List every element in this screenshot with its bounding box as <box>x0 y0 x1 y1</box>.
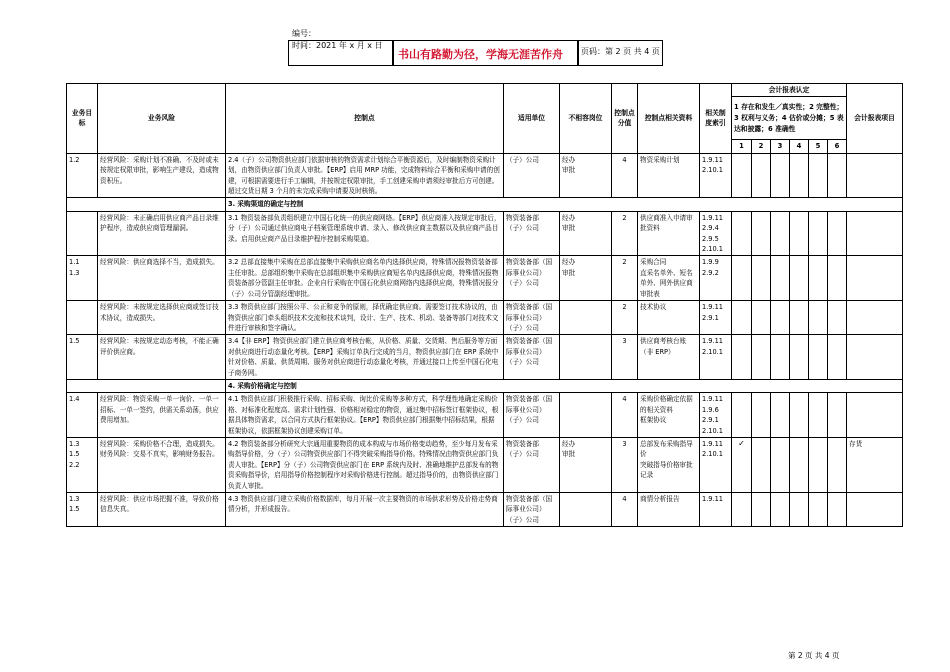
section-spacer <box>67 198 226 211</box>
col-control: 控制点 <box>226 84 504 154</box>
cell-assertion-4 <box>790 301 809 335</box>
cell-material: 供应商考核台账（非 ERP） <box>638 335 700 380</box>
cell-incompatible <box>560 493 612 527</box>
header-number: 编号： <box>292 29 316 38</box>
header-motto: 书山有路勤为径，学海无涯苦作舟 <box>398 48 563 61</box>
cell-incompatible <box>560 301 612 335</box>
cell-index: 1.9.11 2.10.1 <box>700 153 732 198</box>
table-row <box>67 493 903 527</box>
cell-assertion-3 <box>771 335 790 380</box>
col-assertion-2: 2 <box>752 140 771 153</box>
cell-item <box>847 211 903 256</box>
cell-assertion-4 <box>790 393 809 438</box>
col-score: 控制点分值 <box>612 84 638 154</box>
table-row <box>67 153 903 198</box>
cell-assertion-3 <box>771 211 790 256</box>
col-index: 相关制度索引 <box>700 84 732 154</box>
col-assertions: 1 存在和发生／真实性；2 完整性；3 权利与义务；4 估价或分摊；5 表达和披露；6 准确性 <box>732 97 847 140</box>
table-header-row <box>67 84 903 97</box>
section-title: 4. 采购价格确定与控制 <box>226 379 903 392</box>
cell-assertion-1 <box>732 256 752 301</box>
cell-material: 总部发布采购指导价 突破指导价格审批记录 <box>638 437 700 492</box>
cell-control: 3.4【非 ERP】物资供应部门建立供应商考核台帐，从价格、质量、交货期、售后服务等方面对供应商进行动态量化考核。【ERP】采购订单执行完成的当月，物资供应部门在 ERP 系统中针对价格、质量、供货周期、服务对供应商进行动态量化考核，并通过接口上传至中国石化电子商务网。 <box>226 335 504 380</box>
cell-goal <box>67 301 98 335</box>
cell-goal: 1.4 <box>67 393 98 438</box>
col-item: 会计报表项目 <box>847 84 903 154</box>
col-risk: 业务风险 <box>98 84 226 154</box>
cell-score: 4 <box>612 393 638 438</box>
cell-control: 4.3 物资供应部门建立采购价格数据库，每月开展一次主要物资的市场供求形势及价格走势商情分析，并形成报告。 <box>226 493 504 527</box>
col-incompatible: 不相容岗位 <box>560 84 612 154</box>
cell-assertion-2 <box>752 301 771 335</box>
cell-assertion-6 <box>828 256 847 301</box>
page-footer: 第 2 页 共 4 页 <box>788 651 840 660</box>
col-assertion-5: 5 <box>809 140 828 153</box>
cell-assertion-2 <box>752 493 771 527</box>
cell-risk: 经营风险：未按规定动态考核，不能正确评价供应商。 <box>98 335 226 380</box>
control-matrix-table <box>66 83 903 527</box>
cell-assertion-5 <box>809 437 828 492</box>
cell-assertion-6 <box>828 393 847 438</box>
cell-incompatible: 经办 审批 <box>560 437 612 492</box>
cell-assertion-5 <box>809 301 828 335</box>
cell-index: 1.9.11 2.10.1 <box>700 437 732 492</box>
cell-material: 供应商准入申请审批资料 <box>638 211 700 256</box>
cell-assertion-6 <box>828 153 847 198</box>
cell-unit: 物资装备部（国际事业公司） （子）公司 <box>504 256 560 301</box>
cell-risk: 经营风险：未按规定选择供应商或签订技术协议，造成损失。 <box>98 301 226 335</box>
cell-material: 技术协议 <box>638 301 700 335</box>
cell-assertion-5 <box>809 493 828 527</box>
cell-unit: 物资装备部 （子）公司 <box>504 437 560 492</box>
cell-assertion-5 <box>809 393 828 438</box>
cell-unit: （子）公司 <box>504 153 560 198</box>
col-accounting: 会计报表认定 <box>732 84 847 97</box>
cell-incompatible <box>560 393 612 438</box>
cell-control: 3.1 物资装备部负责组织建立中国石化统一的供应商网络。【ERP】供应商准入按规定审批后，分（子）公司通过供应商电子档案管理系统申请、录入、修改供应商主数据以及供应商产品目录。启用供应商产品目录维护程序控制采购渠道。 <box>226 211 504 256</box>
cell-index: 1.9.9 2.9.2 <box>700 256 732 301</box>
cell-assertion-3 <box>771 301 790 335</box>
cell-goal: 1.3 1.5 <box>67 493 98 527</box>
cell-assertion-3 <box>771 393 790 438</box>
cell-assertion-3 <box>771 153 790 198</box>
section-row <box>67 198 903 211</box>
section-row <box>67 379 903 392</box>
cell-assertion-2 <box>752 211 771 256</box>
cell-assertion-4 <box>790 493 809 527</box>
cell-assertion-3 <box>771 437 790 492</box>
cell-material: 采购价格确定依据的相关资料 框架协议 <box>638 393 700 438</box>
cell-item: 存货 <box>847 437 903 492</box>
cell-assertion-5 <box>809 153 828 198</box>
cell-control: 4.1 物资供应部门积极推行采购、招标采购、询比价采购等多种方式，科学理性地确定采购价格、对标准化程度高、需求计划性强、价格相对稳定的物资，通过集中招标签订框架协议，根据具体物资需求，以合同方式执行框架协议。【ERP】物资供应部门根据集中招标结果，根据框架协议，依据框架协议创建采购订单。 <box>226 393 504 438</box>
cell-assertion-5 <box>809 256 828 301</box>
section-title: 3. 采购渠道的确定与控制 <box>226 198 903 211</box>
cell-unit: 物资装备部（国际事业公司） （子）公司 <box>504 301 560 335</box>
table-row <box>67 437 903 492</box>
cell-assertion-6 <box>828 335 847 380</box>
cell-assertion-6 <box>828 493 847 527</box>
col-unit: 适用单位 <box>504 84 560 154</box>
cell-incompatible: 经办 审批 <box>560 211 612 256</box>
cell-control: 3.3 物资供应部门按照公平、公正和竞争的原则，择优确定供应商。需要签订技术协议的，由物资供应部门牵头组织技术交流和技术谈判，设计、生产、技术、机动、装备等部门对技术文件进行审核和签字确认。 <box>226 301 504 335</box>
col-assertion-1: 1 <box>732 140 752 153</box>
cell-assertion-2 <box>752 256 771 301</box>
cell-risk: 经营风险：物资采购一单一询价、一单一招标、一单一签约，供需关系动荡，供应费用增加。 <box>98 393 226 438</box>
section-spacer <box>67 379 226 392</box>
cell-item <box>847 335 903 380</box>
cell-assertion-1 <box>732 153 752 198</box>
cell-item <box>847 301 903 335</box>
cell-control: 2.4（子）公司物资供应部门依据审核的物资需求计划综合平衡资源后，及时编制物资采购计划，由物资供应部门负责人审批。【ERP】启用 MRP 功能，完成物料综合平衡和采购申请的创建，可根据需要进行手工编辑，并按规定权限审批，手工创建采购申请须经审批后方可创建。超过交货日期 3 个月的未完成采购申请要及时核销。 <box>226 153 504 198</box>
cell-score: 2 <box>612 211 638 256</box>
cell-risk: 经营风险：采购计划不准确、不及时或未按规定权限审批，影响生产建设，造成物资积压。 <box>98 153 226 198</box>
cell-score: 4 <box>612 493 638 527</box>
cell-score: 2 <box>612 301 638 335</box>
table-row <box>67 301 903 335</box>
cell-assertion-6 <box>828 301 847 335</box>
cell-material: 采购合同 直采名单外、短名单外、网外供应商审批表 <box>638 256 700 301</box>
cell-assertion-1 <box>732 211 752 256</box>
cell-assertion-2 <box>752 153 771 198</box>
cell-assertion-5 <box>809 335 828 380</box>
cell-goal <box>67 211 98 256</box>
cell-goal: 1.1 1.3 <box>67 256 98 301</box>
cell-incompatible: 经办 审批 <box>560 256 612 301</box>
cell-risk: 经营风险：未正确启用供应商产品目录维护程序，造成供应商管理漏洞。 <box>98 211 226 256</box>
cell-unit: 物资装备部（国际事业公司） （子）公司 <box>504 393 560 438</box>
cell-assertion-2 <box>752 335 771 380</box>
cell-score: 4 <box>612 153 638 198</box>
cell-material: 商情分析报告 <box>638 493 700 527</box>
cell-assertion-4 <box>790 437 809 492</box>
cell-incompatible <box>560 335 612 380</box>
col-material: 控制点相关资料 <box>638 84 700 154</box>
cell-index: 1.9.11 2.10.1 <box>700 335 732 380</box>
cell-goal: 1.2 <box>67 153 98 198</box>
col-assertion-6: 6 <box>828 140 847 153</box>
cell-assertion-1 <box>732 301 752 335</box>
cell-assertion-1 <box>732 393 752 438</box>
cell-assertion-6 <box>828 211 847 256</box>
table-row <box>67 335 903 380</box>
header-info <box>292 28 383 52</box>
cell-assertion-1 <box>732 335 752 380</box>
cell-score: 3 <box>612 335 638 380</box>
col-assertion-4: 4 <box>790 140 809 153</box>
cell-assertion-2 <box>752 393 771 438</box>
cell-assertion-4 <box>790 335 809 380</box>
cell-assertion-3 <box>771 256 790 301</box>
table-body <box>67 153 903 526</box>
cell-index: 1.9.11 <box>700 493 732 527</box>
page-header <box>0 0 950 70</box>
header-date: 时间：2021 年 x 月 x 日 <box>292 41 383 50</box>
cell-goal: 1.5 <box>67 335 98 380</box>
cell-incompatible: 经办 审批 <box>560 153 612 198</box>
cell-assertion-6 <box>828 437 847 492</box>
cell-assertion-4 <box>790 153 809 198</box>
cell-item <box>847 153 903 198</box>
cell-control: 4.2 物资装备部分析研究大宗通用重要物资的成本构成与市场价格变动趋势，至少每月发布采购指导价格，分（子）公司物资供应部门不得突破采购指导价格。特殊情况由物资供应部门负责人审批。【ERP】分（子）公司物资供应部门在 ERP 系统内及时、准确地维护总部发布的物资采购指导价，启用指导价格控制程序对采购价格进行控制。超过指导价的，由物资供应部门负责人审批。 <box>226 437 504 492</box>
cell-score: 2 <box>612 256 638 301</box>
cell-unit: 物资装备部（国际事业公司） （子）公司 <box>504 335 560 380</box>
cell-goal: 1.3 1.5 2.2 <box>67 437 98 492</box>
cell-assertion-3 <box>771 493 790 527</box>
cell-material: 物资采购计划 <box>638 153 700 198</box>
cell-unit: 物资装备部 （子）公司 <box>504 211 560 256</box>
cell-risk: 经营风险：供应商选择不当，造成损失。 <box>98 256 226 301</box>
table-row <box>67 393 903 438</box>
cell-index: 1.9.11 1.9.6 2.9.1 2.10.1 <box>700 393 732 438</box>
cell-index: 1.9.11 2.9.4 2.9.5 2.10.1 <box>700 211 732 256</box>
cell-assertion-2 <box>752 437 771 492</box>
cell-score: 3 <box>612 437 638 492</box>
header-page-number: 页码：第 2 页 共 4 页 <box>581 47 660 56</box>
col-goal: 业务目标 <box>67 84 98 154</box>
cell-unit: 物资装备部（国际事业公司） （子）公司 <box>504 493 560 527</box>
cell-control: 3.2 总部直接集中采购在总部直接集中采购供应商名单内选择供应商，特殊情况报物资装备部主任审批。总部组织集中采购在总部组织集中采购供应商短名单内选择供应商，特殊情况报物资装备部分管副主任审批。企业自行采购在中国石化供应商网络内选择供应商，特殊情况报分（子）公司分管副经理审批。 <box>226 256 504 301</box>
cell-risk: 经营风险：采购价格不合理，造成损失。 财务风险：交易不真实，影响财务报告。 <box>98 437 226 492</box>
col-assertion-3: 3 <box>771 140 790 153</box>
cell-assertion-1 <box>732 493 752 527</box>
table-row <box>67 211 903 256</box>
table-row <box>67 256 903 301</box>
cell-index: 1.9.11 2.9.1 <box>700 301 732 335</box>
cell-item <box>847 256 903 301</box>
cell-item <box>847 393 903 438</box>
cell-item <box>847 493 903 527</box>
cell-risk: 经营风险：供应市场把握不准，导致价格信息失真。 <box>98 493 226 527</box>
cell-assertion-5 <box>809 211 828 256</box>
cell-assertion-4 <box>790 211 809 256</box>
cell-assertion-4 <box>790 256 809 301</box>
cell-assertion-1: ✓ <box>732 437 752 492</box>
